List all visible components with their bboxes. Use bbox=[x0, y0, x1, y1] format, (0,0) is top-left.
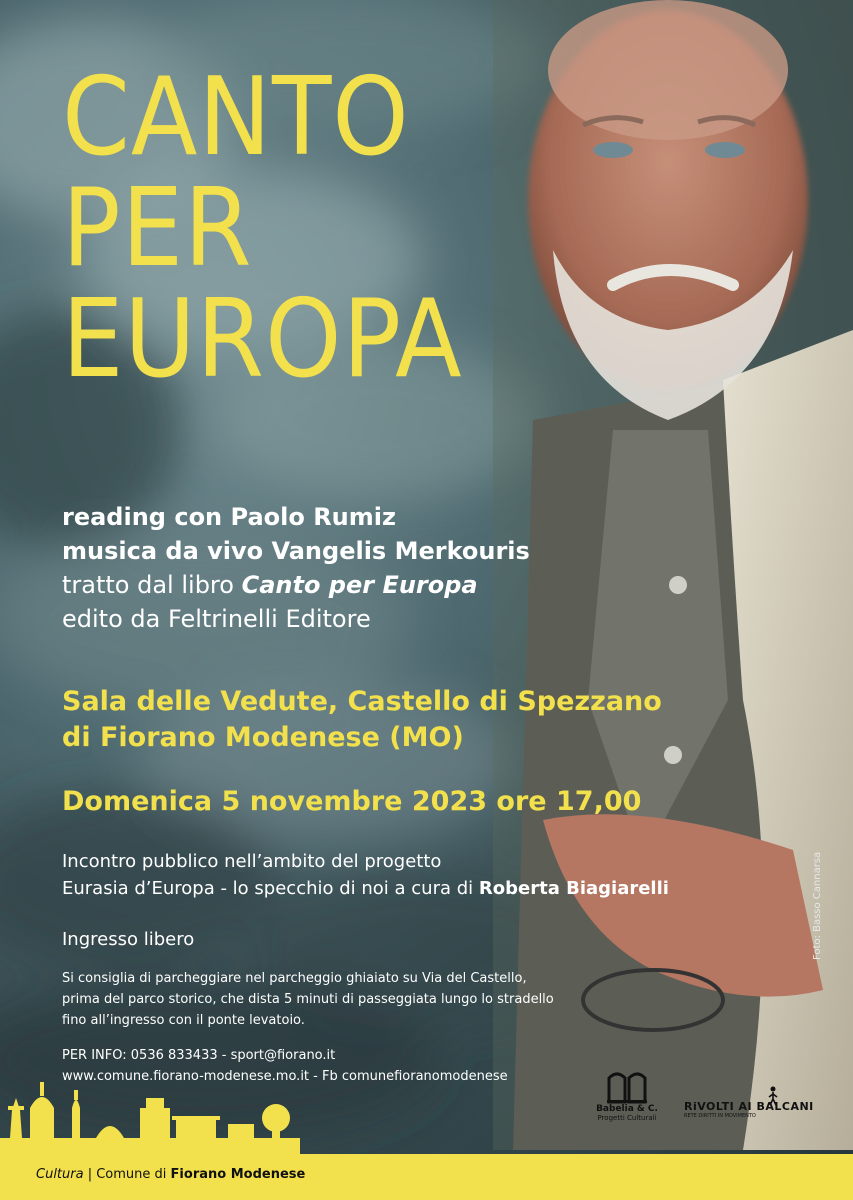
footer-cultura: Cultura bbox=[36, 1167, 84, 1182]
tratto-line bbox=[62, 568, 530, 602]
footer-separator: | bbox=[83, 1167, 97, 1182]
babelia-subtitle: Progetti Culturali bbox=[597, 1114, 657, 1122]
parking-line-2: prima del parco storico, che dista 5 minuti di passeggiata lungo lo stradello bbox=[62, 992, 554, 1007]
venue-line-2: di Fiorano Modenese (MO) bbox=[62, 722, 464, 753]
title-line-3: EUROPA bbox=[62, 277, 463, 403]
venue bbox=[62, 684, 662, 756]
book-title: Canto per Europa bbox=[241, 571, 478, 599]
rivolti-logo bbox=[684, 1090, 814, 1130]
title-line-1: CANTO bbox=[62, 55, 410, 180]
venue-line-1: Sala delle Vedute, Castello di Spezzano bbox=[62, 686, 662, 717]
photo-credit: Foto: Basso Cannarsa bbox=[812, 851, 823, 960]
tratto-prefix: tratto dal libro bbox=[62, 571, 242, 599]
musica-line: musica da vivo Vangelis Merkouris bbox=[62, 537, 530, 565]
incontro-prefix: Eurasia d’Europa - lo specchio di noi a cura di bbox=[62, 878, 479, 899]
incontro-line-1: Incontro pubblico nell’ambito del progetto bbox=[62, 851, 442, 872]
parking-line-1: Si consiglia di parcheggiare nel parcheggio ghiaiato su Via del Castello, bbox=[62, 971, 527, 986]
parking-info bbox=[62, 968, 582, 1031]
curator-name: Roberta Biagiarelli bbox=[478, 878, 669, 899]
babelia-logo bbox=[592, 1068, 662, 1134]
footer-bar bbox=[0, 1154, 853, 1200]
event-title bbox=[62, 55, 463, 403]
event-date: Domenica 5 novembre 2023 ore 17,00 bbox=[62, 786, 642, 817]
info-phone-email: PER INFO: 0536 833433 - sport@fiorano.it bbox=[62, 1048, 336, 1063]
footer-fiorano: Fiorano Modenese bbox=[170, 1167, 306, 1182]
footer-comune: Comune di bbox=[96, 1167, 171, 1182]
info-web: www.comune.fiorano-modenese.mo.it - Fb comunefioranomodenese bbox=[62, 1069, 508, 1084]
incontro-text bbox=[62, 848, 669, 902]
babelia-name: Babelia & C. bbox=[596, 1104, 658, 1114]
footer-text bbox=[36, 1167, 305, 1182]
free-entry: Ingresso libero bbox=[62, 929, 195, 950]
babelia-emblem-icon bbox=[605, 1068, 649, 1104]
reading-line: reading con Paolo Rumiz bbox=[62, 503, 396, 531]
walking-figure-icon bbox=[766, 1086, 780, 1106]
program-details bbox=[62, 500, 530, 636]
parking-line-3: fino all’ingresso con il ponte levatoio. bbox=[62, 1013, 305, 1028]
rivolti-subtitle: RETE DIRITTI IN MOVIMENTO bbox=[684, 1113, 756, 1119]
title-line-2: PER bbox=[62, 166, 253, 292]
edito-line: edito da Feltrinelli Editore bbox=[62, 605, 371, 633]
rivolti-name: RiVOLTI AI BALCANI bbox=[684, 1100, 814, 1113]
incontro-line-2 bbox=[62, 875, 669, 902]
town-skyline-icon bbox=[0, 1078, 300, 1158]
